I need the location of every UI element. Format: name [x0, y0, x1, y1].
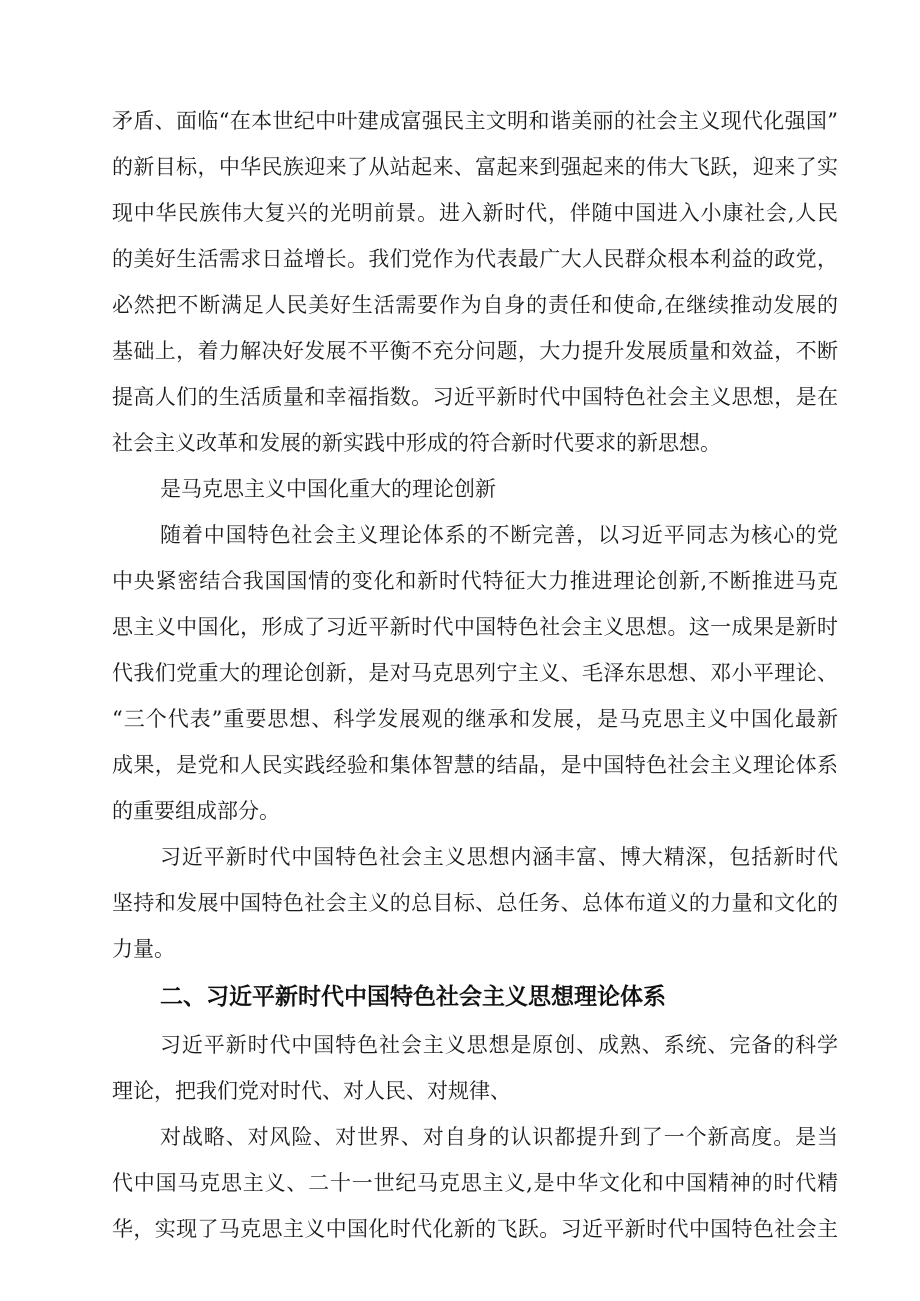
section-heading: 二、习近平新时代中国特色社会主义思想理论体系 [160, 984, 666, 1010]
paragraph-line: 思主义中国化，形成了习近平新时代中国特色社会主义思想。这一成果是新时 [112, 615, 838, 639]
paragraph-line: 必然把不断满足人民美好生活需要作为自身的责任和使命,在继续推动发展的 [112, 293, 838, 317]
paragraph-line: 的新目标，中华民族迎来了从站起来、富起来到强起来的伟大飞跃，迎来了实 [112, 155, 838, 179]
paragraph-line: 坚持和发展中国特色社会主义的总目标、总任务、总体布道义的力量和文化的 [112, 891, 838, 915]
paragraph-line: 的美好生活需求日益增长。我们党作为代表最广大人民群众根本利益的政党， [112, 247, 838, 271]
paragraph-line: “三个代表”重要思想、科学发展观的继承和发展，是马克思主义中国化最新 [112, 707, 838, 731]
paragraph-line: 华，实现了马克思主义中国化时代化新的飞跃。习近平新时代中国特色社会主 [112, 1217, 838, 1241]
paragraph-line: 代我们党重大的理论创新，是对马克思列宁主义、毛泽东思想、邓小平理论、 [112, 661, 838, 685]
paragraph-line: 随着中国特色社会主义理论体系的不断完善，以习近平同志为核心的党 [160, 523, 838, 547]
paragraph-line: 中央紧密结合我国国情的变化和新时代特征大力推进理论创新,不断推进马克 [112, 569, 838, 593]
paragraph-line: 习近平新时代中国特色社会主义思想内涵丰富、博大精深，包括新时代 [160, 845, 838, 869]
paragraph-line: 力量。 [112, 937, 175, 961]
paragraph-line: 现中华民族伟大复兴的光明前景。进入新时代，伴随中国进入小康社会,人民 [112, 201, 838, 225]
paragraph-line: 代中国马克思主义、二十一世纪马克思主义,是中华文化和中国精神的时代精 [112, 1171, 838, 1195]
paragraph-line: 提高人们的生活质量和幸福指数。习近平新时代中国特色社会主义思想，是在 [112, 385, 838, 409]
paragraph-line: 社会主义改革和发展的新实践中形成的符合新时代要求的新思想。 [112, 431, 721, 455]
paragraph-line: 习近平新时代中国特色社会主义思想是原创、成熟、系统、完备的科学 [160, 1033, 838, 1057]
paragraph-line: 的重要组成部分。 [112, 799, 280, 823]
section-subheading: 是马克思主义中国化重大的理论创新 [160, 477, 496, 501]
paragraph-line: 矛盾、面临“在本世纪中叶建成富强民主文明和谐美丽的社会主义现代化强国” [112, 109, 838, 133]
paragraph-line: 基础上，着力解决好发展不平衡不充分问题，大力提升发展质量和效益，不断 [112, 339, 838, 363]
paragraph-line: 成果，是党和人民实践经验和集体智慧的结晶，是中国特色社会主义理论体系 [112, 753, 838, 777]
paragraph-line: 对战略、对风险、对世界、对自身的认识都提升到了一个新高度。是当 [160, 1125, 838, 1149]
paragraph-line: 理论，把我们党对时代、对人民、对规律、 [112, 1079, 511, 1103]
